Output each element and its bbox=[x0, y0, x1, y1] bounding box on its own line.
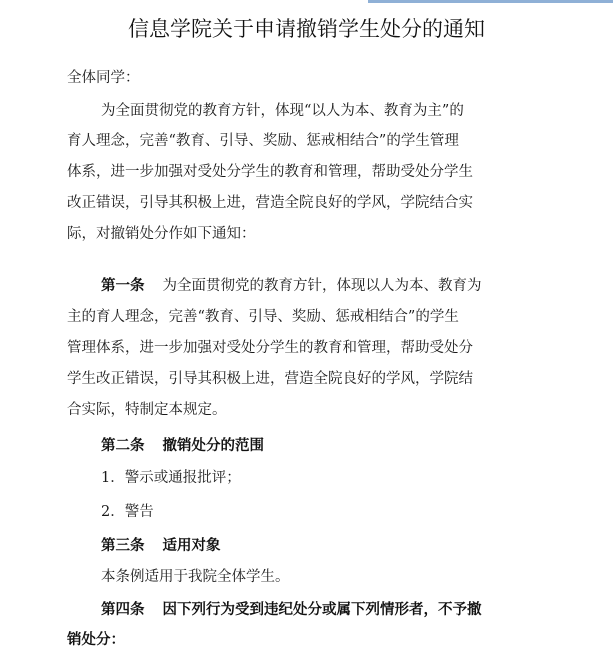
article-1-line: 合实际，特制定本规定。 bbox=[67, 402, 227, 418]
article-2-item: 1．警示或通报批评； bbox=[101, 470, 241, 486]
article-3-subheading: 适用对象 bbox=[162, 538, 221, 554]
article-1-line: 主的育人理念，完善“教育、引导、奖励、惩戒相结合”的学生 bbox=[67, 309, 459, 325]
salutation: 全体同学： bbox=[67, 70, 140, 86]
article-1-line: 为全面贯彻党的教育方针，体现以人为本、教育为 bbox=[162, 278, 482, 294]
article-2-item: 2．警告 bbox=[101, 504, 154, 520]
document-title: 信息学院关于申请撤销学生处分的通知 bbox=[128, 17, 485, 41]
article-2-heading: 第二条 bbox=[101, 438, 145, 454]
intro-line: 育人理念，完善“教育、引导、奖励、惩戒相结合”的学生管理 bbox=[67, 133, 459, 149]
article-3-heading-line bbox=[101, 536, 221, 556]
article-1-heading: 第一条 bbox=[101, 278, 145, 294]
intro-line: 改正错误，引导其积极上进，营造全院良好的学风，学院结合实 bbox=[67, 195, 473, 211]
intro-line: 际，对撤销处分作如下通知： bbox=[67, 226, 256, 242]
article-3-body: 本条例适用于我院全体学生。 bbox=[101, 569, 290, 585]
article-4-heading: 第四条 bbox=[101, 602, 145, 618]
article-1-line: 学生改正错误，引导其积极上进，营造全院良好的学风，学院结 bbox=[67, 371, 473, 387]
article-4-line: 销处分： bbox=[67, 632, 125, 648]
article-1-paragraph bbox=[101, 276, 482, 296]
intro-line: 体系，进一步加强对受处分学生的教育和管理，帮助受处分学生 bbox=[67, 164, 473, 180]
article-4-heading-line bbox=[101, 600, 482, 620]
intro-line: 为全面贯彻党的教育方针，体现“以人为本、教育为主”的 bbox=[101, 103, 464, 119]
article-4-line: 因下列行为受到违纪处分或属下列情形者，不予撤 bbox=[162, 602, 482, 618]
article-2-heading-line bbox=[101, 436, 264, 456]
article-1-line: 管理体系，进一步加强对受处分学生的教育和管理，帮助受处分 bbox=[67, 340, 473, 356]
article-3-heading: 第三条 bbox=[101, 538, 145, 554]
article-2-subheading: 撤销处分的范围 bbox=[162, 438, 264, 454]
